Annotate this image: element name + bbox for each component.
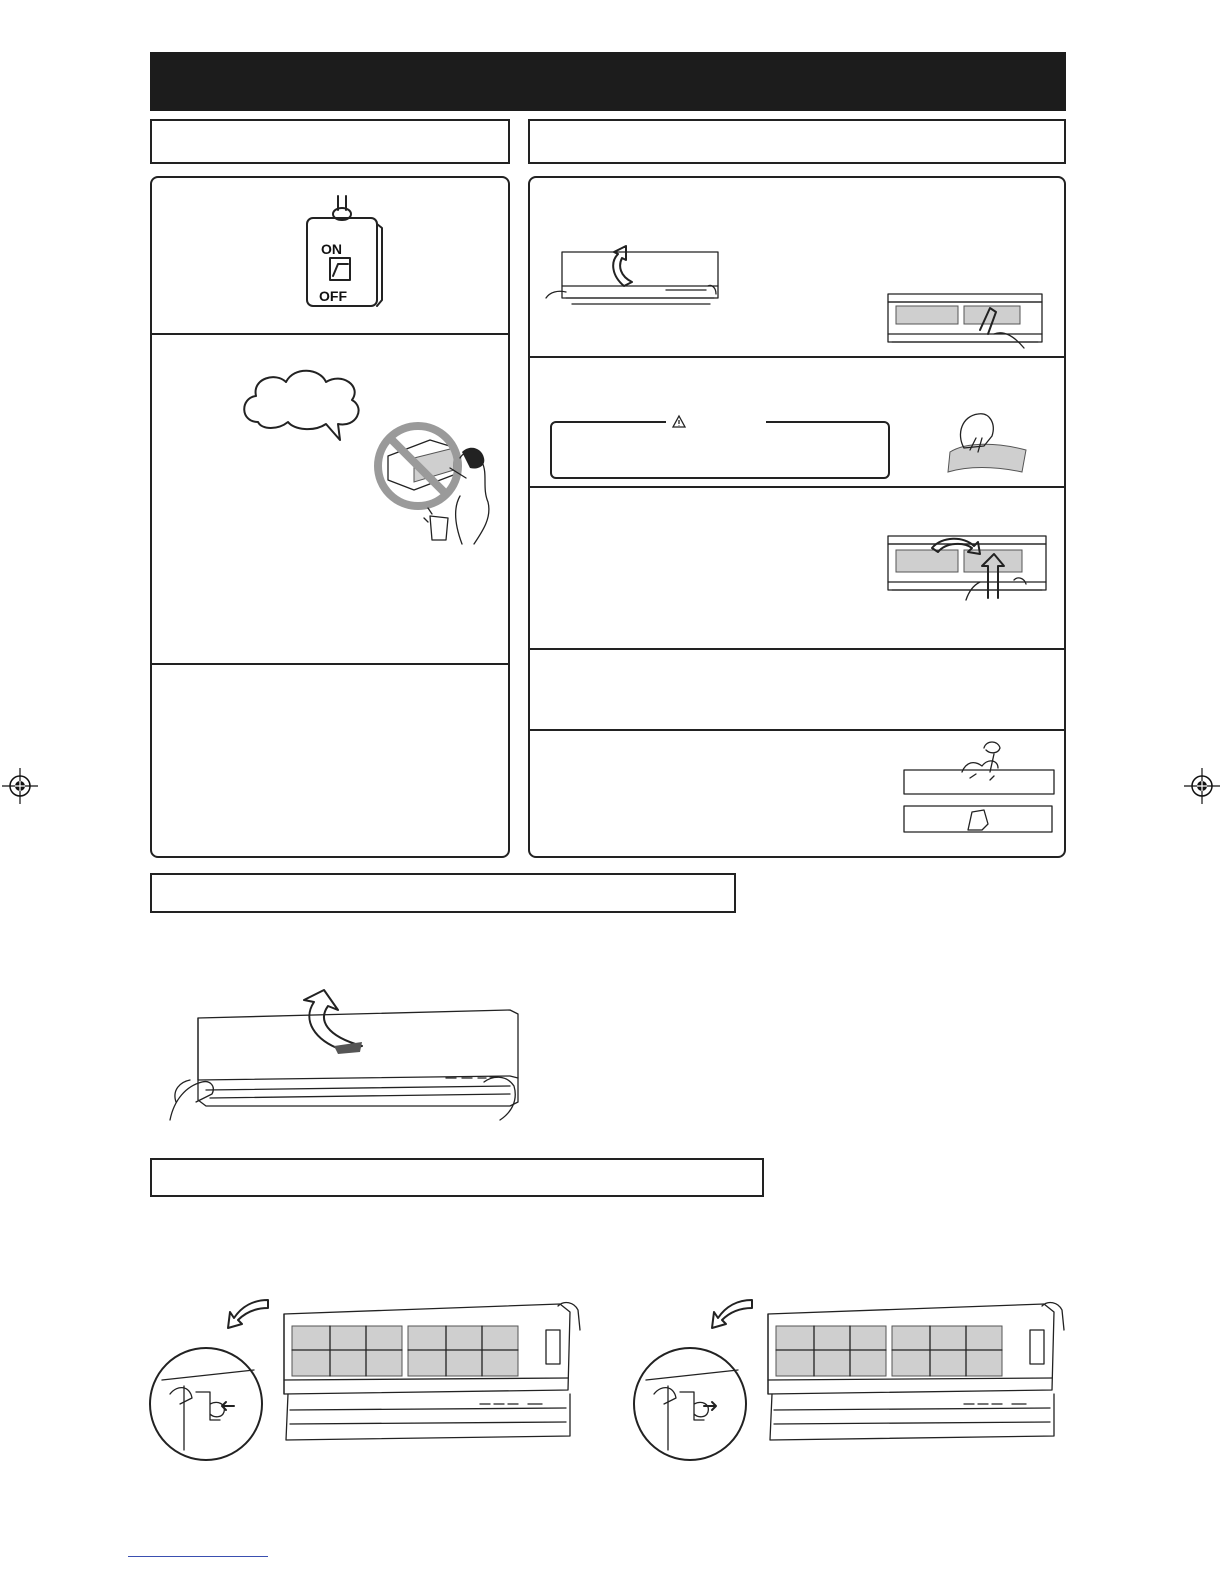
right-panel-divider-1 xyxy=(530,356,1064,358)
section-header-bar xyxy=(150,52,1066,111)
remove-panel-section-header xyxy=(150,1158,764,1197)
remove-front-panel-left-illustration xyxy=(150,1300,590,1470)
power-switch-illustration xyxy=(300,196,390,316)
registration-mark-right xyxy=(1184,768,1220,804)
left-panel-divider-2 xyxy=(152,663,508,665)
right-subheader-box xyxy=(528,119,1066,164)
warning-triangle-icon xyxy=(672,415,686,428)
footer-rule xyxy=(128,1556,268,1557)
open-panel-section-header xyxy=(150,873,736,913)
vacuum-filter-illustration xyxy=(946,408,1030,474)
prohibited-washing-illustration xyxy=(370,418,510,548)
speech-cloud-illustration xyxy=(238,364,368,444)
caution-box xyxy=(550,421,890,479)
clean-front-panel-illustration xyxy=(902,738,1058,842)
right-panel-divider-2 xyxy=(530,486,1064,488)
switch-on-label: ON xyxy=(321,241,342,257)
reinsert-air-filter-illustration xyxy=(884,530,1054,604)
left-subheader-box xyxy=(150,119,510,164)
right-panel-divider-4 xyxy=(530,729,1064,731)
remove-front-panel-right-illustration xyxy=(634,1300,1074,1470)
registration-mark-left xyxy=(2,768,38,804)
switch-off-label: OFF xyxy=(319,288,347,304)
right-panel-divider-3 xyxy=(530,648,1064,650)
left-panel-divider-1 xyxy=(152,333,508,335)
lift-front-panel-large-illustration xyxy=(166,990,526,1124)
lift-front-panel-small-illustration xyxy=(546,246,726,316)
pull-air-filter-illustration xyxy=(884,290,1050,350)
